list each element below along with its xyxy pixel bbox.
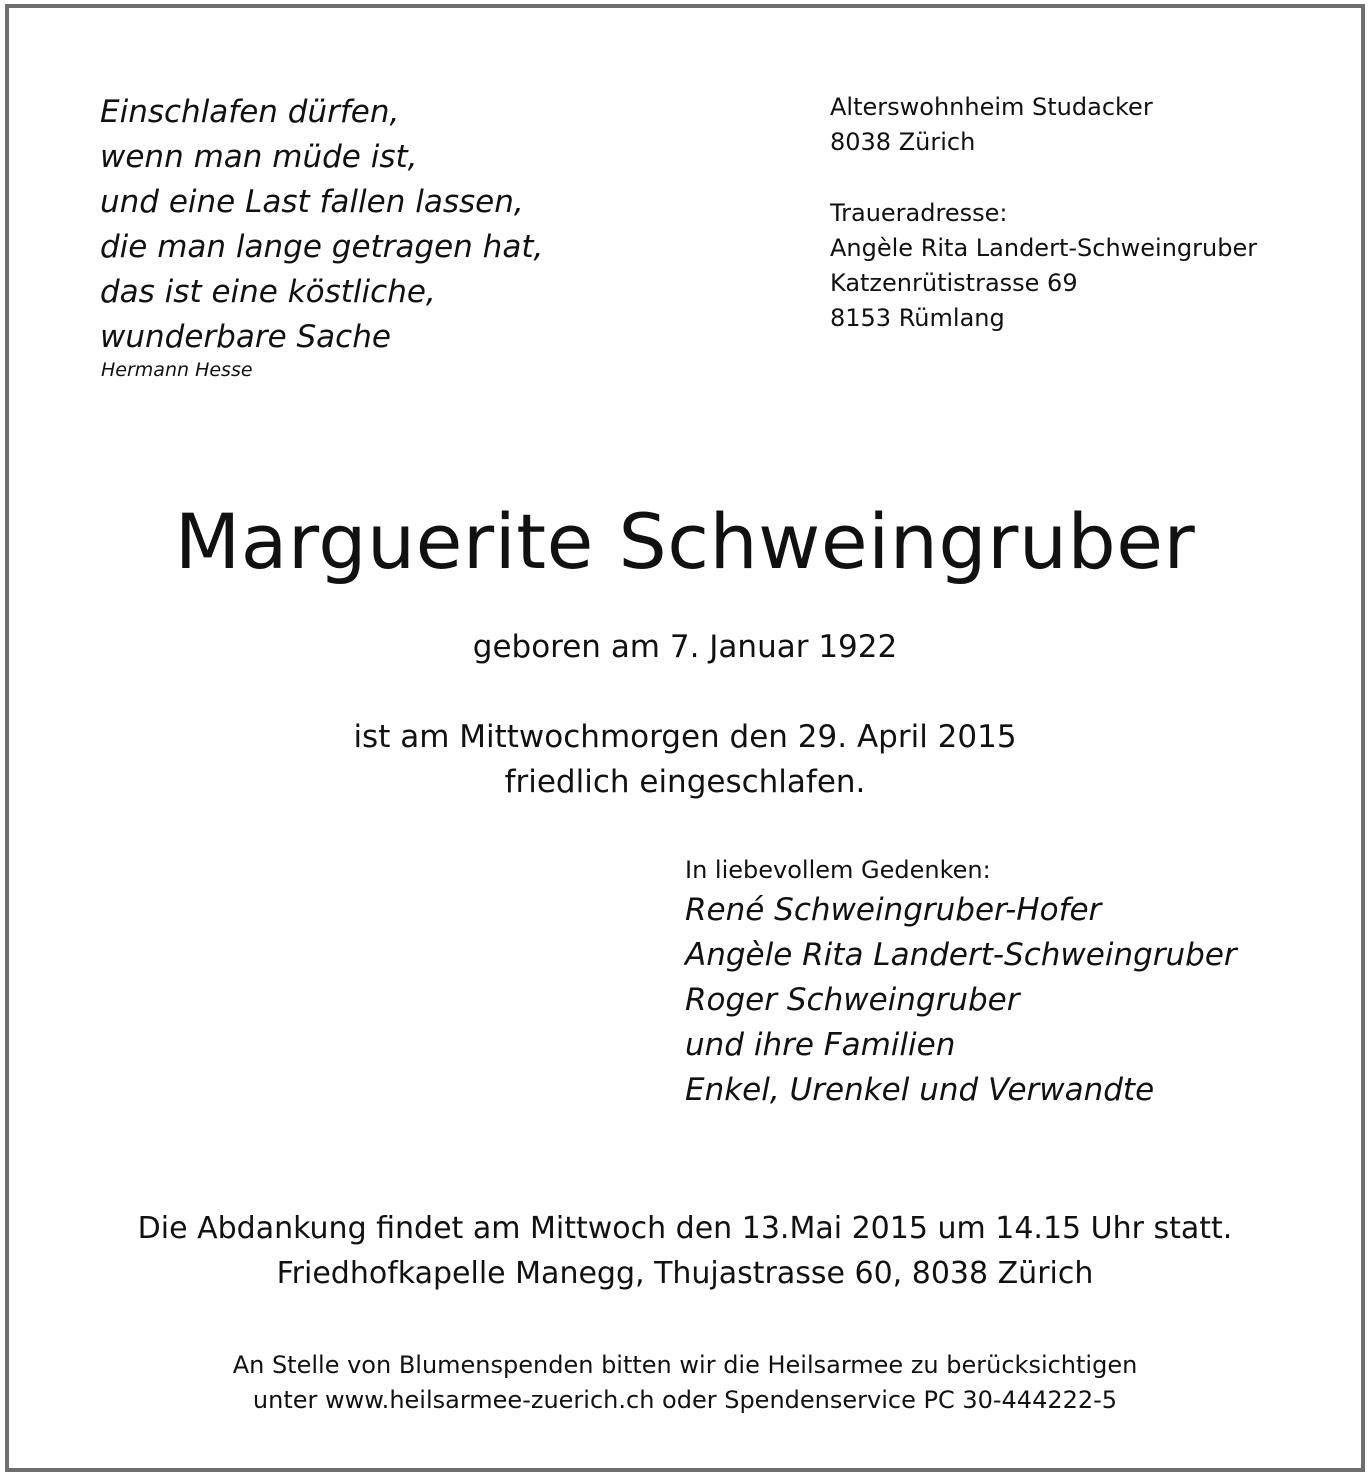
- death-notice: [0, 715, 1370, 805]
- poem: [100, 90, 660, 360]
- birth-date: geboren am 7. Januar 1922: [472, 629, 898, 665]
- mourner-name: René Schweingruber-Hofer: [685, 892, 1102, 928]
- address-spacer: [830, 160, 1330, 196]
- mourning-address-city: 8153 Rümlang: [830, 304, 1005, 332]
- mourner-name: und ihre Familien: [685, 1027, 956, 1063]
- mourners-block: [685, 852, 1325, 1113]
- poem-author: Hermann Hesse: [101, 359, 253, 381]
- poem-line: das ist eine köstliche,: [100, 274, 436, 310]
- residence-city: 8038 Zürich: [830, 128, 976, 156]
- mourning-address-street: Katzenrütistrasse 69: [830, 269, 1078, 297]
- deceased-name: Marguerite Schweingruber: [174, 497, 1196, 586]
- address-block: [830, 90, 1330, 336]
- mourning-address-label: Traueradresse:: [830, 199, 1008, 227]
- mourner-name: Enkel, Urenkel und Verwandte: [685, 1072, 1155, 1108]
- mourners-list: [685, 888, 1325, 1113]
- donation-details: unter www.heilsarmee-zuerich.ch oder Spendenservice PC 30-444222-5: [252, 1386, 1118, 1414]
- donation-request: An Stelle von Blumenspenden bitten wir die Heilsarmee zu berücksichtigen: [232, 1351, 1138, 1379]
- donation-note: [0, 1348, 1370, 1418]
- poem-line: wunderbare Sache: [100, 319, 391, 355]
- death-phrase: friedlich eingeschlafen.: [504, 764, 866, 800]
- poem-line: die man lange getragen hat,: [100, 229, 544, 265]
- death-date: ist am Mittwochmorgen den 29. April 2015: [353, 719, 1017, 755]
- poem-line: wenn man müde ist,: [100, 139, 418, 175]
- mourning-address-name: Angèle Rita Landert-Schweingruber: [830, 234, 1258, 262]
- residence-name: Alterswohnheim Studacker: [830, 93, 1153, 121]
- poem-line: Einschlafen dürfen,: [100, 94, 400, 130]
- service-info: [0, 1206, 1370, 1296]
- mourners-heading: In liebevollem Gedenken:: [685, 856, 991, 884]
- poem-line: und eine Last fallen lassen,: [100, 184, 524, 220]
- mourner-name: Angèle Rita Landert-Schweingruber: [685, 937, 1237, 973]
- service-location: Friedhofkapelle Manegg, Thujastrasse 60, 8038 Zürich: [276, 1256, 1094, 1291]
- service-time: Die Abdankung findet am Mittwoch den 13.Mai 2015 um 14.15 Uhr statt.: [137, 1211, 1233, 1246]
- mourner-name: Roger Schweingruber: [685, 982, 1020, 1018]
